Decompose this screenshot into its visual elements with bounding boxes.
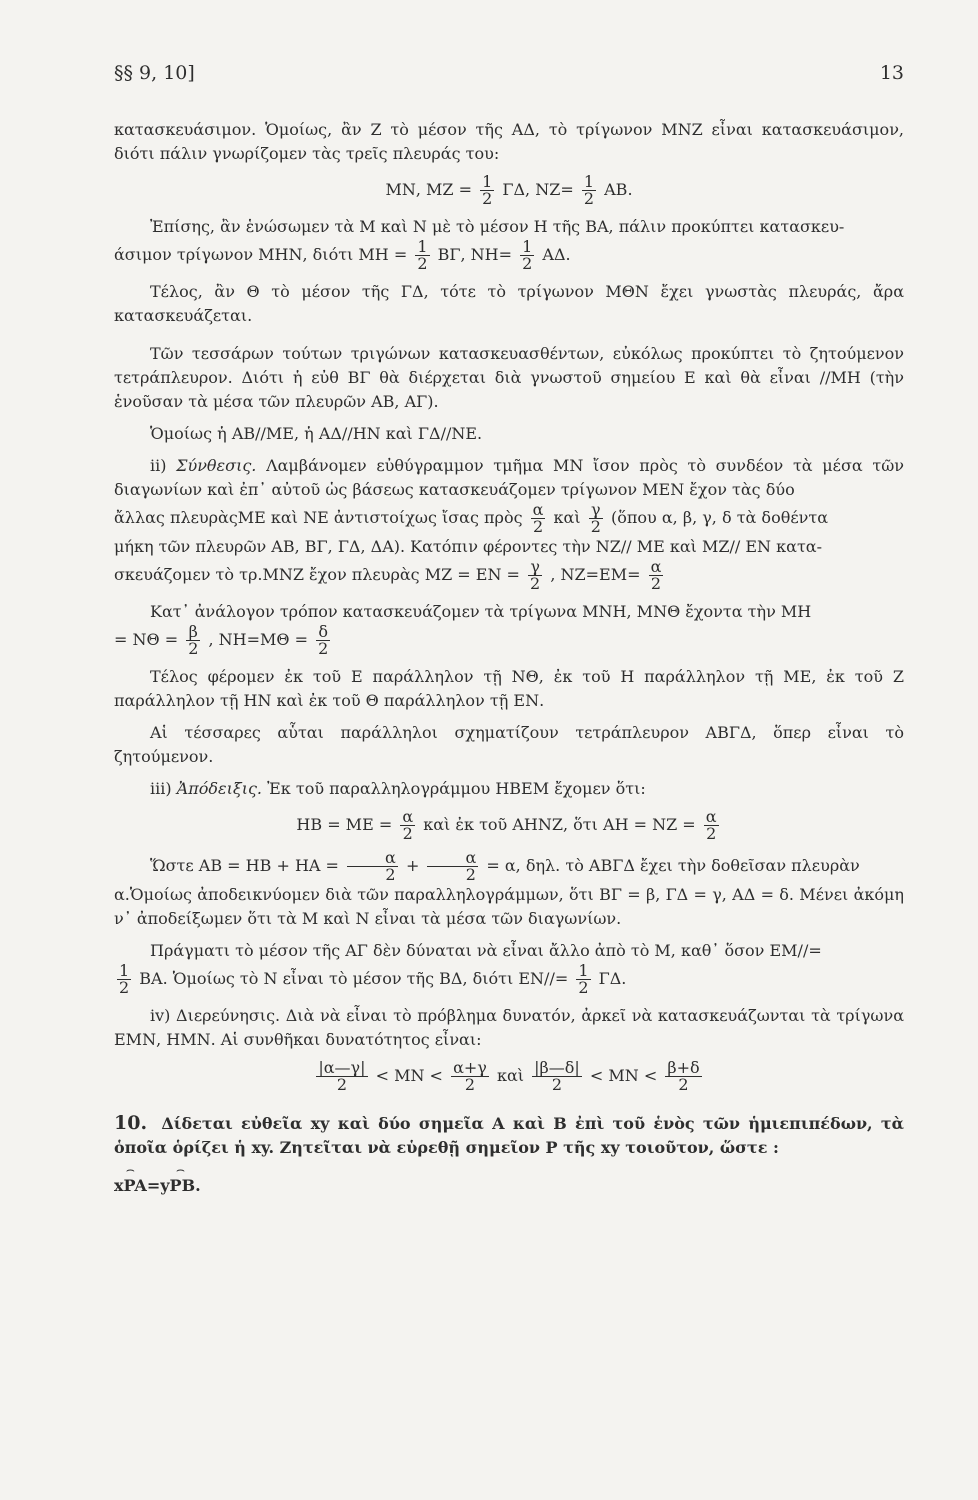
paragraph-line: μήκη τῶν πλευρῶν ΑΒ, ΒΓ, ΓΔ, ΔΑ). Κατόπιν φέροντες τὴν ΝΖ// ΜΕ καὶ ΜΖ// ΕΝ κατα- [114, 537, 823, 556]
section-title: Ἀπόδειξις. [176, 779, 263, 798]
paragraph: α.Ὁμοίως ἀποδεικνύομεν διὰ τῶν παραλληλογράμμων, ὅτι ΒΓ = β, ΓΔ = γ, ΑΔ = δ. Μένει ἀκόμη ν᾽ ἀποδείξωμεν ὅτι τὰ Μ καὶ Ν εἶναι τὰ μέσα τῶν διαγωνίων. [114, 885, 904, 928]
fraction: $\frac{1}{2}$ [583, 172, 595, 208]
paragraph: Ἐπίσης, ἂν ἑνώσωμεν τὰ Μ καὶ Ν μὲ τὸ μέσον Η τῆς ΒΑ, πάλιν προκύπτει κατασκευ- [150, 217, 845, 236]
paragraph: Αἱ τέσσαρες αὗται παράλληλοι σχηματίζουν τετράπλευρον ΑΒΓΔ, ὅπερ εἶναι τὸ ζητούμενον. [114, 723, 904, 766]
paragraph-line: $\frac{1}{2}$ ΒΑ. Ὁμοίως τὸ Ν εἶναι τὸ μέσον τῆς ΒΔ, διότι ΕΝ//= $\frac{1}{2}$ ΓΔ. [119, 961, 627, 997]
fraction: $\frac{\alpha}{2}$ [427, 850, 478, 883]
equation: ΗΒ = ΜΕ = $\frac{\alpha}{2}$ καὶ ἐκ τοῦ ΑΗΝΖ, ὅτι ΑΗ = ΝΖ = $\frac{\alpha}{2}$ [296, 807, 717, 843]
paragraph-line: Ὥστε ΑΒ = ΗΒ + ΗΑ = $\frac{\alpha}{2}$ + $\frac{\alpha}{2}$ = α, δηλ. τὸ ΑΒΓΔ ἔχει τὴν δοθεῖσαν πλευρὰν [150, 848, 860, 884]
equation [114, 174, 904, 207]
fraction: $\frac{1}{2}$ [417, 237, 428, 273]
fraction: $\frac{1}{2}$ [482, 172, 493, 208]
fraction: $\frac{1}{2}$ [119, 961, 130, 997]
paragraph-line: σκευάζομεν τὸ τρ.ΜΝΖ ἔχον πλευρὰς ΜΖ = ΕΝ = $\frac{\gamma}{2}$ , ΝΖ=ΕΜ= $\frac{\alpha}{2}$ [114, 557, 662, 593]
paragraph: Τῶν τεσσάρων τούτων τριγώνων κατασκευασθέντων, εὐκόλως προκύπτει τὸ ζητούμενον τετράπλευρον. Διότι ἡ εὐθ ΒΓ θὰ διέρχεται διὰ γνωστοῦ σημείου Ε καὶ θὰ εἶναι //ΜΗ (τὴν ἑνοῦσαν τὰ μέσα τῶν πλευρῶν ΑΒ, ΑΓ). [114, 344, 904, 411]
paragraph: Ὁμοίως ἡ ΑΒ//ΜΕ, ἡ ΑΔ//ΗΝ καὶ ΓΔ//ΝΕ. [150, 424, 483, 443]
fraction: $\frac{\alpha}{2}$ [705, 807, 717, 843]
fraction: $\frac{\gamma}{2}$ [530, 557, 541, 593]
page-number: 13 [879, 62, 904, 84]
problem-statement: 10. Δίδεται εὐθεῖα xy καὶ δύο σημεῖα Α καὶ Β ἐπὶ τοῦ ἑνὸς τῶν ἡμιεπιπέδων, τὰ ὁποῖα ὁρίζει ἡ xy. Ζητεῖται νὰ εὑρεθῇ σημεῖον Ρ τῆς xy τοιοῦτον, ὥστε : [114, 1112, 904, 1157]
equation: $\frac{|\alpha—\gamma|}{2}$ < ΜΝ < $\frac{\alpha+\gamma}{2}$ καὶ $\frac{|\beta—\delta|}{2}$ < ΜΝ < $\frac{\beta+\delta}{2}$ [318, 1058, 700, 1094]
fraction: $\frac{\beta+\delta}{2}$ [667, 1058, 700, 1094]
equation-text: ΑΒ. [604, 180, 633, 199]
page-body [114, 118, 904, 1198]
fraction: $\frac{\alpha+\gamma}{2}$ [453, 1058, 487, 1094]
paragraph: Κατ᾽ ἀνάλογον τρόπον κατασκευάζομεν τὰ τρίγωνα ΜΝΗ, ΜΝΘ ἔχοντα τὴν ΜΗ [150, 602, 812, 621]
section-reference: §§ 9, 10] [114, 62, 195, 84]
equation-text: ΜΝ, ΜΖ = [385, 180, 473, 199]
fraction: $\frac{\gamma}{2}$ [590, 500, 601, 536]
section-title: Σύνθεσις. [176, 456, 257, 475]
paragraph-line: άσιμον τρίγωνον ΜΗΝ, διότι ΜΗ = $\frac{1}{2}$ ΒΓ, ΝΗ= $\frac{1}{2}$ ΑΔ. [114, 237, 571, 273]
paragraph: Τέλος φέρομεν ἐκ τοῦ Ε παράλληλον τῇ ΝΘ, ἐκ τοῦ Η παράλληλον τῇ ΜΕ, ἐκ τοῦ Ζ παράλληλον τῇ ΗΝ καὶ ἐκ τοῦ Θ παράλληλον τῇ ΕΝ. [114, 667, 904, 710]
fraction: $\frac{\alpha}{2}$ [650, 557, 662, 593]
fraction: $\frac{1}{2}$ [578, 961, 589, 997]
fraction: $\frac{1}{2}$ [522, 237, 533, 273]
paragraph: Τέλος, ἂν Θ τὸ μέσον τῆς ΓΔ, τότε τὸ τρίγωνον ΜΘΝ ἔχει γνωστὰς πλευράς, ἄρα κατασκευάζεται. [114, 282, 904, 325]
paragraph-line: = ΝΘ = $\frac{\beta}{2}$ , ΝΗ=ΜΘ = $\frac{\delta}{2}$ [114, 622, 329, 658]
equation-text: ΓΔ, ΝΖ= [502, 180, 574, 199]
problem-equation: ⌢ xPA=⌢ yPB. [114, 1174, 904, 1198]
paragraph: iii) Ἀπόδειξις. Ἐκ τοῦ παραλληλογράμμου ΗΒΕΜ ἔχομεν ὅτι: [150, 779, 646, 798]
fraction: $\frac{\alpha}{2}$ [532, 500, 544, 536]
fraction: $\frac{|\alpha—\gamma|}{2}$ [318, 1058, 366, 1094]
paragraph: iv) Διερεύνησις. Διὰ νὰ εἶναι τὸ πρόβλημα δυνατόν, ἀρκεῖ νὰ κατασκευάζωνται τὰ τρίγωνα ΕΜΝ, ΗΜΝ. Αἱ συνθῆκαι δυνατότητος εἶναι: [114, 1006, 905, 1049]
fraction: $\frac{|\beta—\delta|}{2}$ [534, 1058, 580, 1094]
fraction: $\frac{\alpha}{2}$ [347, 850, 398, 883]
problem-number: 10. [114, 1112, 148, 1134]
fraction: $\frac{\alpha}{2}$ [402, 807, 414, 843]
paragraph-line: ἄλλας πλευρὰςΜΕ καὶ ΝΕ ἀντιστοίχως ἴσας πρὸς $\frac{\alpha}{2}$ καὶ $\frac{\gamma}{2}$ (ὅπου α, β, γ, δ τὰ δοθέντα [114, 500, 828, 536]
paragraph: Πράγματι τὸ μέσον τῆς ΑΓ δὲν δύναται νὰ εἶναι ἄλλο ἀπὸ τὸ Μ, καθ᾽ ὅσον ΕΜ//= [150, 941, 822, 960]
fraction: $\frac{\delta}{2}$ [318, 622, 329, 658]
paragraph: κατασκευάσιμον. Ὁμοίως, ἂν Ζ τὸ μέσον τῆς ΑΔ, τὸ τρίγωνον ΜΝΖ εἶναι κατασκευάσιμον, διότι πάλιν γνωρίζομεν τὰς τρεῖς πλευράς του: [114, 120, 904, 163]
fraction: $\frac{\beta}{2}$ [188, 622, 199, 658]
paragraph: ii) Σύνθεσις. Λαμβάνομεν εὐθύγραμμον τμῆμα ΜΝ ἴσον πρὸς τὸ συνδέον τὰ μέσα τῶν διαγωνίων καὶ ἐπ᾽ αὐτοῦ ὡς βάσεως κατασκευάζομεν τρίγωνον ΜΕΝ ἔχον τὰς δύο [114, 456, 904, 499]
